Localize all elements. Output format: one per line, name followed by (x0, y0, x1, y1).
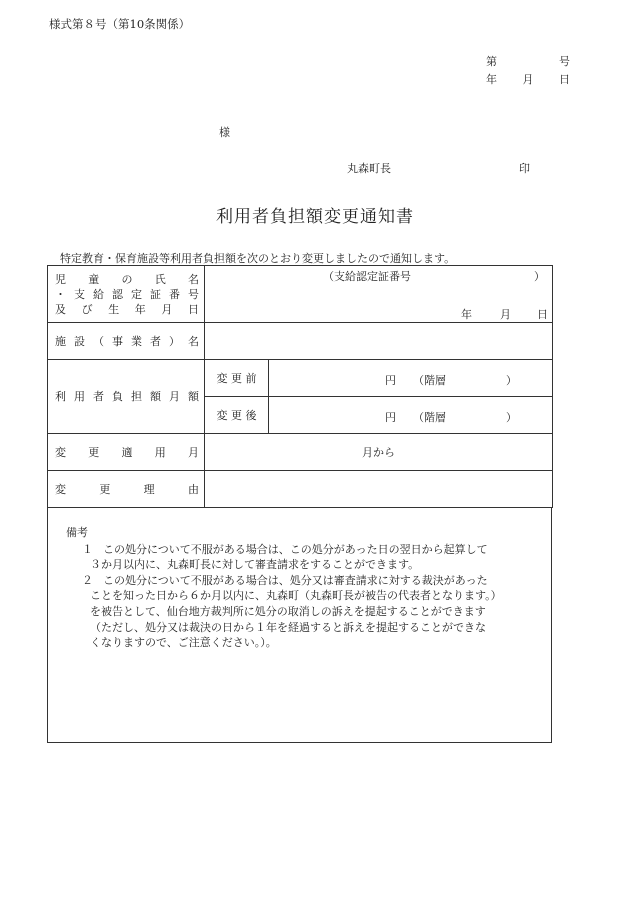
note-1-number: １ (82, 543, 93, 556)
facility-value-cell[interactable] (205, 323, 553, 360)
date-day: 日 (559, 73, 570, 86)
birth-month: 月 (500, 308, 511, 321)
reason-row (48, 471, 553, 508)
birth-day: 日 (537, 308, 548, 321)
after-label: 変 更 後 (205, 397, 269, 434)
cert-number-close: ） (534, 270, 545, 283)
reason-label: 変 更 理 由 (48, 471, 205, 508)
birth-year: 年 (461, 308, 472, 321)
fee-before-row (48, 360, 553, 397)
note-2-line-2: ことを知った日から６か月以内に、丸森町（丸森町長が被告の代表者となります。） (90, 589, 502, 602)
child-label-line-2: ・ 支 給 認 定 証 番 号 (55, 287, 199, 301)
apply-month-value[interactable]: 月から (205, 434, 553, 471)
fee-after-value[interactable] (269, 397, 553, 434)
note-1-line-2: ３か月以内に、丸森町長に対して審査請求をすることができます。 (90, 558, 420, 571)
note-2-number: ２ (82, 574, 93, 587)
child-row (48, 266, 553, 323)
document-number (486, 53, 570, 69)
seal-mark: 印 (519, 162, 530, 175)
child-value-cell[interactable] (205, 266, 553, 323)
notes-title: 備考 (66, 526, 88, 539)
notes-section (47, 507, 552, 743)
note-2-line-4: （ただし、処分又は裁決の日から１年を経過すると訴えを提起することができな (90, 621, 486, 634)
fee-after-yen: 円 (385, 411, 396, 424)
intro-text: 特定教育・保育施設等利用者負担額を次のとおり変更しましたので通知します。 (60, 252, 456, 265)
child-label-line-3: 及 び 生 年 月 日 (55, 302, 199, 316)
fee-after-tier-close: ） (506, 411, 517, 424)
cert-number-open: （支給認定証番号 (323, 270, 411, 283)
note-2-line-1: この処分について不服がある場合は、処分又は審査請求に対する裁決があった (103, 574, 488, 587)
addressee-suffix: 様 (219, 126, 230, 139)
notice-table (47, 265, 553, 508)
note-2-line-3: を被告として、仙台地方裁判所に処分の取消しの訴えを提起することができます (90, 605, 486, 618)
apply-month-row (48, 434, 553, 471)
apply-month-label: 変 更 適 用 月 (48, 434, 205, 471)
note-1-line-1: この処分について不服がある場合は、この処分があった日の翌日から起算して (103, 543, 488, 556)
form-id: 様式第８号（第10条関係） (49, 17, 191, 31)
fee-before-value[interactable] (269, 360, 553, 397)
reason-value[interactable] (205, 471, 553, 508)
facility-row (48, 323, 553, 360)
fee-after-tier-open: （階層 (413, 411, 446, 424)
issuer-name: 丸森町長 (347, 162, 391, 175)
child-label (48, 266, 205, 323)
date-month: 月 (522, 73, 534, 86)
monthly-fee-label: 利 用 者 負 担 額 月 額 (48, 360, 205, 434)
before-label: 変 更 前 (205, 360, 269, 397)
date-year: 年 (486, 73, 497, 86)
number-prefix: 第 (486, 55, 497, 68)
note-2-line-5: くなりますので、ご注意ください。）。 (90, 636, 277, 649)
fee-before-tier-close: ） (506, 374, 517, 387)
fee-before-tier-open: （階層 (413, 374, 446, 387)
issue-date (486, 71, 570, 87)
number-suffix: 号 (559, 55, 570, 68)
facility-label: 施 設 （ 事 業 者 ） 名 (48, 323, 205, 360)
fee-before-yen: 円 (385, 374, 396, 387)
child-label-line-1: 児 童 の 氏 名 (55, 272, 199, 286)
document-title: 利用者負担額変更通知書 (216, 207, 414, 227)
